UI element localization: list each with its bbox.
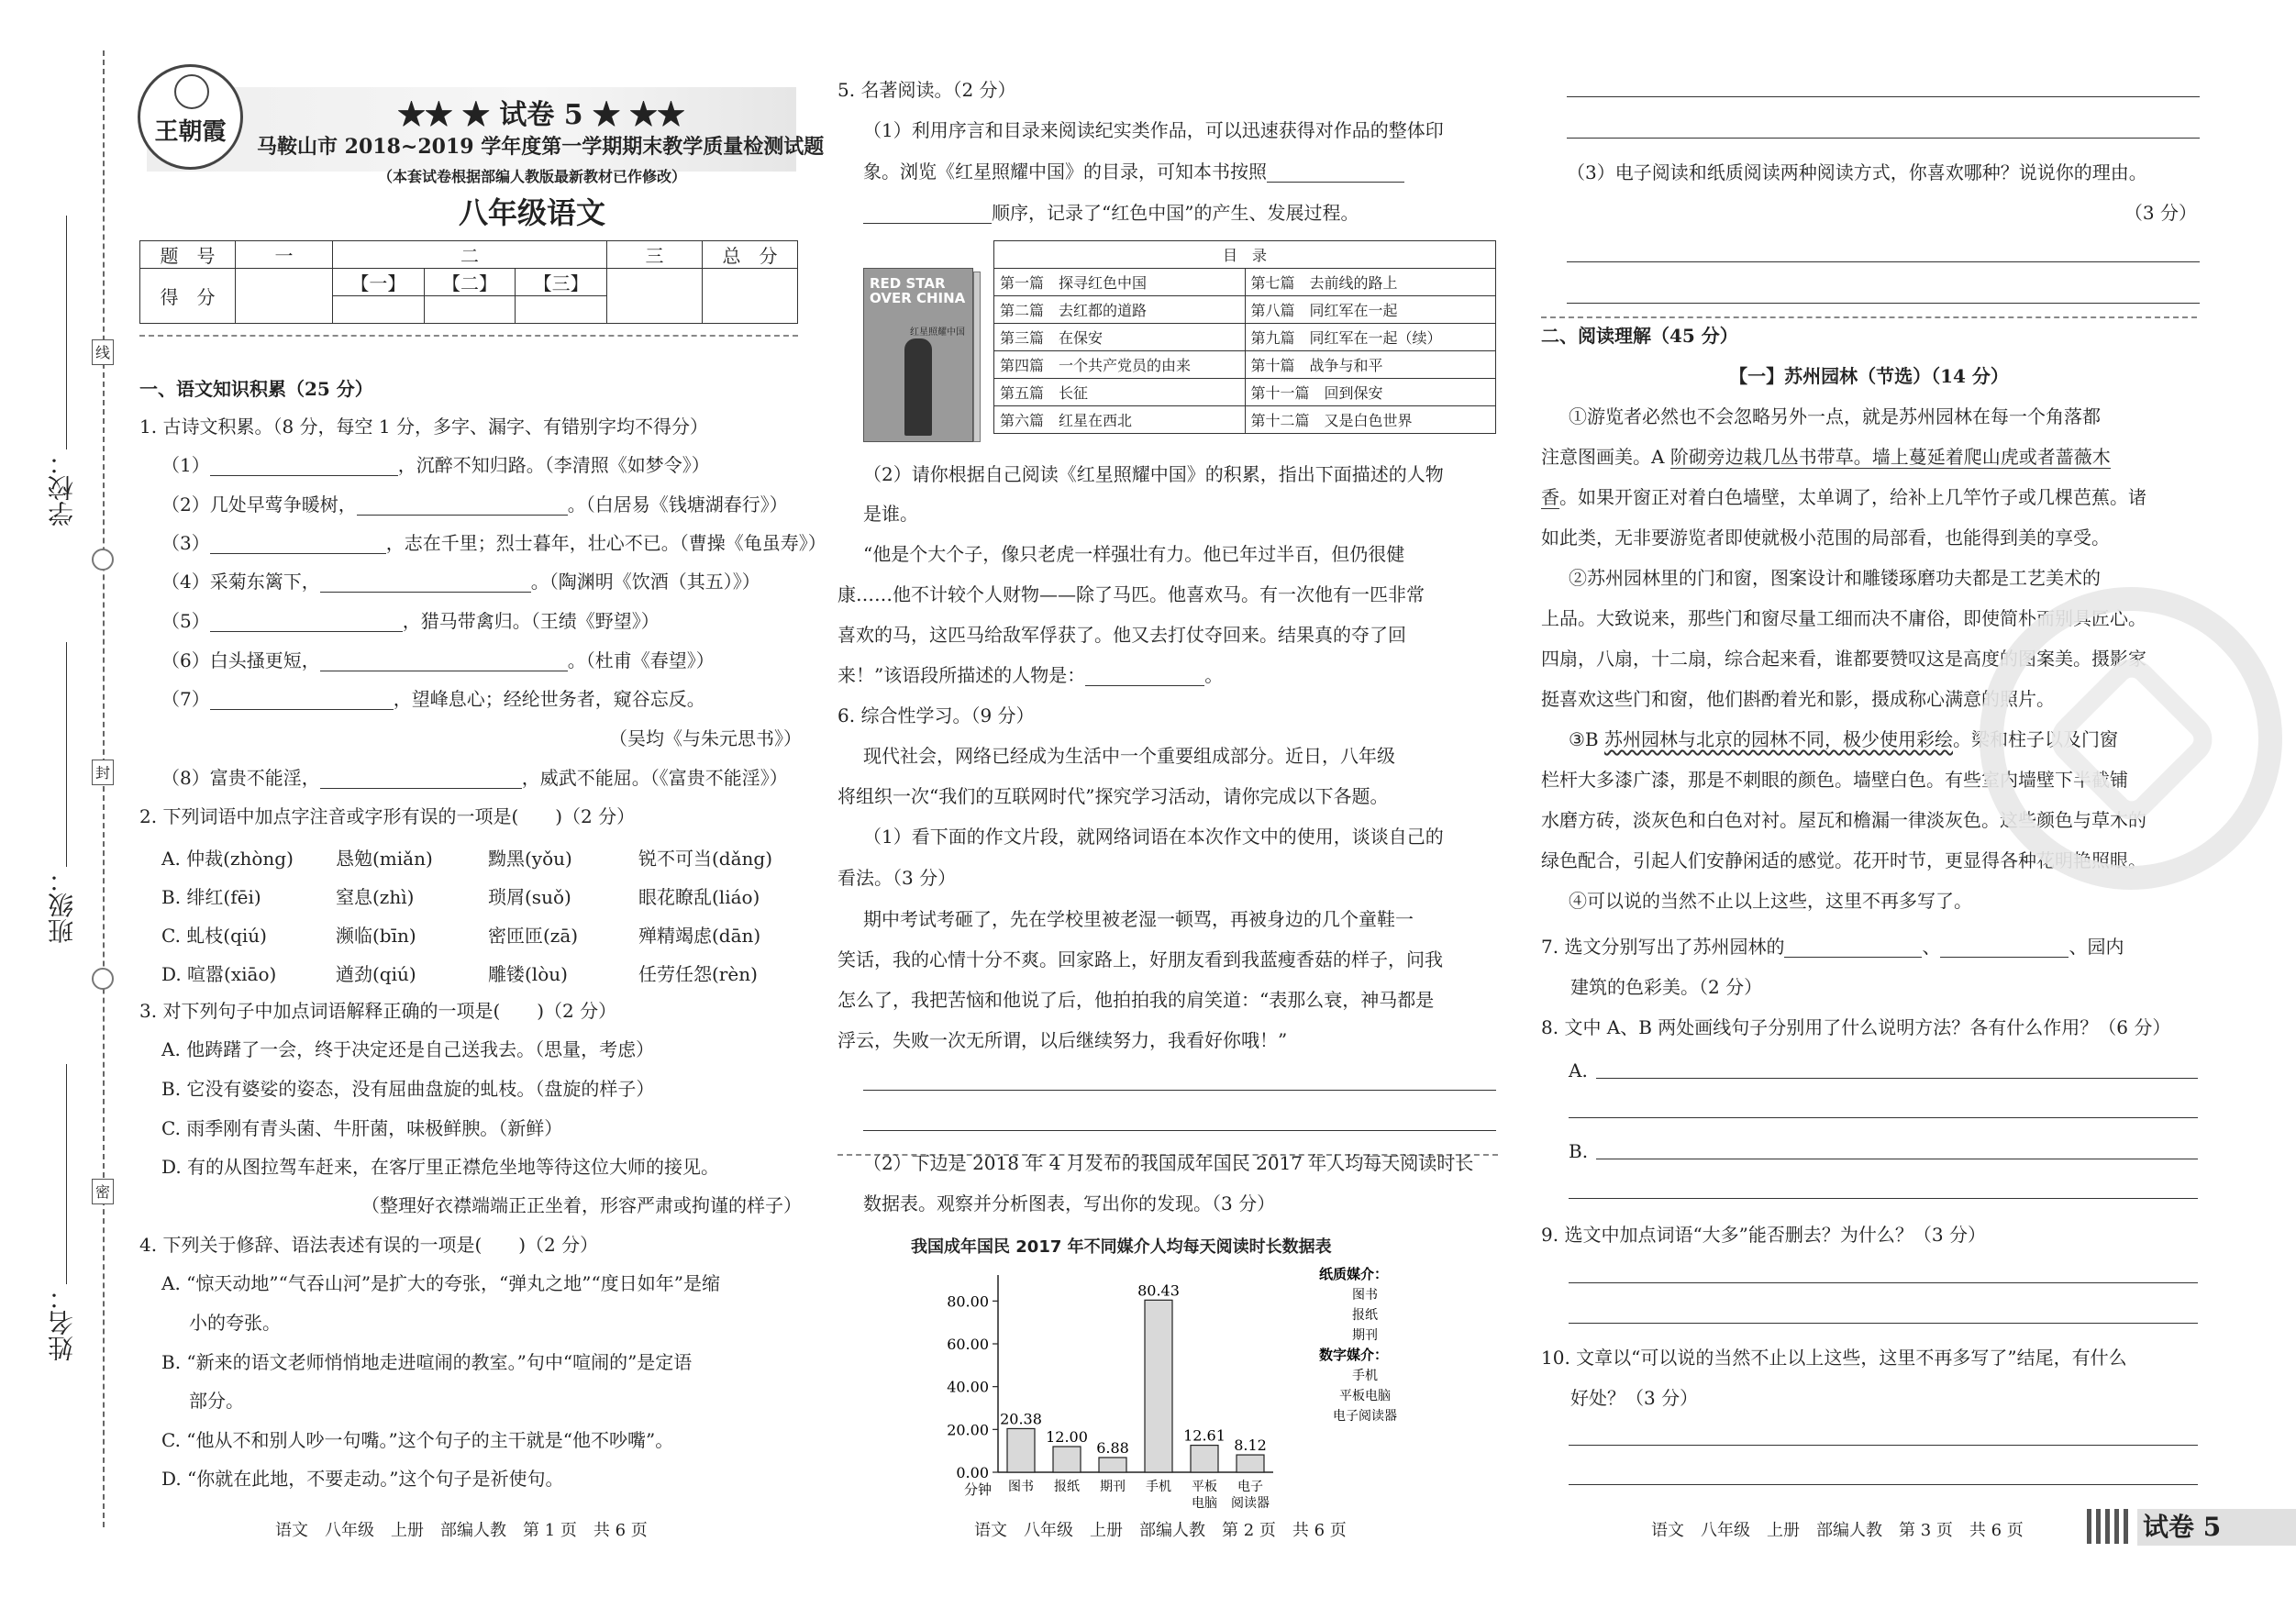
- question-10-cont: 好处？（3 分）: [1570, 1387, 1699, 1409]
- passage-line: ①游览者必然也不会忽略另外一点，就是苏州园林在每一个角落都: [1569, 405, 2101, 427]
- passage-line: 水磨方砖，淡灰色和白色对衬。屋瓦和檐漏一律淡灰色。这些颜色与草木的: [1541, 809, 2146, 831]
- essay-line: 笑话，我的心情十分不爽。回家路上，好朋友看到我蓝瘦香菇的样子，问我: [837, 948, 1443, 970]
- q5-part-1-cont: 象。浏览《红星照耀中国》的目录，可知本书按照: [863, 161, 1404, 183]
- bar-2: [1053, 1447, 1081, 1472]
- answer-line[interactable]: [1567, 96, 2200, 97]
- x-tick-label: 图书: [1008, 1480, 1034, 1494]
- option-c[interactable]: C. 雨季刚有青头菌、牛肝菌，味极鲜腴。（新鲜）: [161, 1117, 563, 1139]
- question-6: 6. 综合性学习。（9 分）: [837, 704, 1035, 726]
- question-10: 10. 文章以“可以说的当然不止以上这些，这里不再多写了”结尾，有什么: [1541, 1347, 2127, 1369]
- q1-item-1: （1） ，沉醉不知归路。（李清照《如梦令》）: [161, 454, 710, 476]
- answer-blank[interactable]: [1085, 668, 1204, 686]
- quote-line: 喜欢的马，这匹马给敌军俘获了。他又去打仗夺回来。结果真的夺了回: [837, 624, 1406, 646]
- x-tick-label: 期刊: [1100, 1480, 1126, 1494]
- answer-line[interactable]: [1569, 1323, 2198, 1324]
- answer-blank[interactable]: [1267, 164, 1404, 183]
- legend-item: 图书: [1352, 1288, 1378, 1303]
- legend-item: 报纸: [1352, 1308, 1378, 1323]
- legend-item: 手机: [1352, 1369, 1378, 1383]
- book-title: RED STAR OVER CHINA: [870, 275, 966, 306]
- toc-item: 第四篇 一个共产党员的由来: [994, 351, 1246, 379]
- chart-title: 我国成年国民 2017 年不同媒介人均每天阅读时长数据表: [911, 1237, 1332, 1257]
- grade-title: 八年级语文: [458, 195, 605, 230]
- x-tick-label-cont: 电脑: [1192, 1496, 1217, 1511]
- class-label: 班级：: [47, 867, 77, 944]
- score-header: 总 分: [703, 241, 798, 269]
- toc-item: 第六篇 红星在西北: [994, 406, 1246, 434]
- option-a[interactable]: A. 他踌躇了一会，终于决定还是自己送我去。（思量，考虑）: [161, 1038, 655, 1060]
- answer-blank[interactable]: [1940, 939, 2069, 958]
- question-2: 2. 下列词语中加点字注音或字形有误的一项是( )（2 分）: [139, 805, 636, 827]
- logo-text: 王朝霞: [154, 118, 227, 146]
- toc-item: 第三篇 在保安: [994, 324, 1246, 351]
- x-tick-label-cont: 阅读器: [1231, 1496, 1270, 1511]
- answer-blank[interactable]: [1784, 939, 1922, 958]
- question-7: 7. 选文分别写出了苏州园林的 、 、园内: [1541, 936, 2124, 958]
- toc-item: 第十篇 战争与和平: [1245, 351, 1496, 379]
- school-field[interactable]: [66, 216, 67, 449]
- question-8: 8. 文中 A、B 两处画线句子分别用了什么说明方法？各有什么作用？（6 分）: [1541, 1016, 2171, 1038]
- page-2: [837, 0, 1498, 1597]
- q6-part-1: （1）看下面的作文片段，就网络词语在本次作文中的使用，谈谈自己的: [863, 826, 1444, 848]
- option-a-cont: 小的夸张。: [189, 1312, 281, 1334]
- exam-badge: ★★ ★ 试卷 5 ★ ★★: [397, 99, 685, 131]
- q1-item-2: （2）几处早莺争暖树， 。（白居易《钱塘湖春行》）: [161, 494, 788, 516]
- toc-title: 目 录: [994, 241, 1496, 269]
- option-d[interactable]: D. “你就在此地，不要走动。”这个句子是祈使句。: [161, 1468, 564, 1490]
- binding-label-xian: 线: [92, 339, 114, 365]
- class-field[interactable]: [66, 642, 67, 867]
- score-sub-header: 【一】: [333, 269, 425, 296]
- q2-options: A. 仲裁(zhòng) 恳勉(miǎn) 黝黑(yǒu) 锐不可当(dǎng) B. 绯红(fēi) 窒息(zhì) 琐屑(suǒ) 眼花瞭乱(liáo) C. 虬枝(qiú) 濒临(bīn) 密匝匝(zā) 殚精竭虑(dān) D. 喧嚣(xiāo) 遒劲(qiú) 雕镂(lòu) 任劳任怨(rèn): [161, 848, 773, 985]
- page-footer: 语文 八年级 上册 部编人教 第 3 页 共 6 页: [1651, 1521, 2024, 1540]
- q6-part-3: （3）电子阅读和纸质阅读两种阅读方式，你喜欢哪种？说说你的理由。: [1567, 161, 2147, 183]
- passage-line: ④可以说的当然不止以上这些，这里不再多写了。: [1569, 890, 1972, 912]
- x-tick-label: 电子: [1237, 1480, 1263, 1494]
- option-a[interactable]: A. “惊天动地”“气吞山河”是扩大的夸张，“弹丸之地”“度日如年”是缩: [161, 1272, 720, 1294]
- divider: [1541, 316, 2197, 318]
- answer-blank[interactable]: [210, 458, 398, 476]
- q5-part-2-cont: 是谁。: [863, 503, 918, 525]
- score-sub-header: 【三】: [516, 269, 607, 296]
- book-title-cn: 红星照耀中国: [910, 327, 965, 338]
- q6-intro: 现代社会，网络已经成为生活中一个重要组成部分。近日，八年级: [863, 745, 1395, 767]
- answer-line[interactable]: [1569, 1117, 2198, 1118]
- essay-line: 浮云，失败一次无所谓，以后继续努力，我看好你哦！”: [837, 1029, 1288, 1051]
- score-header: 二: [333, 241, 607, 269]
- section-heading: 二、阅读理解（45 分）: [1541, 325, 1738, 347]
- quote-line: 康……他不计较个人财物——除了马匹。他喜欢马。有一次他有一匹非常: [837, 583, 1425, 605]
- book-cover: [863, 268, 973, 442]
- bar-4: [1145, 1300, 1172, 1472]
- legend-item: 平板电脑: [1339, 1389, 1391, 1403]
- name-label: 姓名：: [47, 1284, 77, 1361]
- page-footer: 语文 八年级 上册 部编人教 第 2 页 共 6 页: [974, 1521, 1347, 1540]
- toc-item: 第九篇 同红军在一起（续）: [1245, 324, 1496, 351]
- answer-blank[interactable]: [210, 536, 386, 554]
- question-3: 3. 对下列句子中加点词语解释正确的一项是( )（2 分）: [139, 1000, 617, 1022]
- question-1: 1. 古诗文积累。（8 分，每空 1 分，多字、漏字、有错别字均不得分）: [139, 416, 708, 438]
- y-axis-label: 分钟: [963, 1481, 993, 1498]
- bar-value-label: 12.61: [1183, 1426, 1226, 1445]
- q6-part-2-cont: 数据表。观察并分析图表，写出你的发现。（3 分）: [863, 1192, 1276, 1214]
- essay-line: 怎么了，我把苦恼和他说了后，他拍拍我的肩笑道：“表那么衰，神马都是: [837, 989, 1435, 1011]
- toc-item: 第七篇 去前线的路上: [1245, 269, 1496, 296]
- y-tick-label: 80.00: [947, 1292, 989, 1311]
- option-d-note: （整理好衣襟端端正正坐着，形容严肃或拘谨的样子）: [361, 1194, 802, 1216]
- answer-line[interactable]: [1567, 303, 2200, 304]
- score-sub-header: 【二】: [424, 269, 516, 296]
- y-tick-label: 0.00: [956, 1464, 989, 1481]
- bar-3: [1099, 1458, 1126, 1472]
- toc-table: [993, 240, 1496, 434]
- quote-line: “他是个大个子，像只老虎一样强壮有力。他已年过半百，但仍很健: [863, 543, 1405, 565]
- question-9: 9. 选文中加点词语“大多”能否删去？为什么？（3 分）: [1541, 1224, 1986, 1246]
- exam-subtitle: （本套试卷根据部编人教版最新教材已作修改）: [377, 168, 686, 185]
- q5-part-1-cont: 顺序，记录了“红色中国”的产生、发展过程。: [863, 202, 1359, 224]
- q1-item-6: （6）白头搔更短， 。（杜甫《春望》）: [161, 649, 715, 671]
- passage-line: 栏杆大多漆广漆，那是不刺眼的颜色。墙壁白色。有些室内墙壁下半截铺: [1541, 769, 2128, 791]
- passage-line: 如此类，无非要游览者即使就极小范围的局部看，也能得到美的享受。: [1541, 527, 2110, 549]
- q1-item-8: （8）富贵不能淫， ，威武不能屈。（《富贵不能淫》）: [161, 767, 788, 789]
- page-1: [139, 0, 826, 1597]
- bar-5: [1191, 1446, 1218, 1472]
- question-5: 5. 名著阅读。（2 分）: [837, 79, 1016, 101]
- q1-item-4: （4）采菊东篱下， 。（陶渊明《饮酒（其五）》）: [161, 571, 760, 593]
- x-tick-label: 报纸: [1054, 1480, 1080, 1494]
- q8-label-b: B.: [1569, 1140, 1589, 1162]
- essay-line: 期中考试考砸了，先在学校里被老湿一顿骂，再被身边的几个童鞋一: [863, 908, 1414, 930]
- question-7-cont: 建筑的色彩美。（2 分）: [1570, 976, 1763, 998]
- binding-line: [103, 50, 105, 1527]
- binding-hole-icon: [92, 549, 114, 571]
- option-b-cont: 部分。: [189, 1390, 244, 1412]
- answer-blank[interactable]: [357, 497, 568, 516]
- passage-line: ③B 苏州园林与北京的园林不同，极少使用彩绘。梁和柱子以及门窗: [1569, 728, 2118, 750]
- bar-6: [1237, 1455, 1264, 1472]
- y-tick-label: 60.00: [947, 1336, 989, 1353]
- bar-value-label: 80.43: [1137, 1281, 1180, 1300]
- question-4: 4. 下列关于修辞、语法表述有误的一项是( )（2 分）: [139, 1234, 599, 1256]
- passage-line: 上品。大致说来，那些门和窗尽量工细而决不庸俗，即使简朴而别具匠心。: [1541, 607, 2146, 629]
- answer-blank[interactable]: [320, 653, 568, 671]
- passage-line: 香。如果开窗正对着白色墙壁，太单调了，给补上几竿竹子或几棵芭蕉。诸: [1541, 486, 2146, 508]
- q1-item-5: （5） ，猎马带禽归。（王绩《野望》）: [161, 610, 660, 632]
- x-tick-label: 手机: [1146, 1480, 1171, 1494]
- footer-decoration: [2087, 1509, 2133, 1544]
- y-tick-label: 20.00: [947, 1421, 989, 1439]
- option-b[interactable]: B. 它没有婆娑的姿态，没有屈曲盘旋的虬枝。（盘旋的样子）: [161, 1078, 655, 1100]
- binding-label-feng: 封: [92, 760, 114, 785]
- q5-part-1: （1）利用序言和目录来阅读纪实类作品，可以迅速获得对作品的整体印: [863, 119, 1444, 141]
- passage-line: 注意图画美。A 阶砌旁边栽几丛书带草。墙上蔓延着爬山虎或者蔷薇木: [1541, 446, 2111, 468]
- toc-item: 第十二篇 又是白色世界: [1245, 406, 1496, 434]
- toc-item: 第二篇 去红都的道路: [994, 296, 1246, 324]
- score-header: 题 号: [140, 241, 236, 269]
- answer-blank[interactable]: [863, 205, 992, 224]
- answer-line[interactable]: [1569, 1282, 2198, 1283]
- section-heading: 一、语文知识积累（25 分）: [139, 378, 373, 400]
- watermark-inner: [2041, 649, 2223, 830]
- school-label: 学校：: [47, 449, 77, 527]
- name-field[interactable]: [66, 1064, 67, 1284]
- reading-time-chart: [925, 1266, 1475, 1511]
- toc-item: 第八篇 同红军在一起: [1245, 296, 1496, 324]
- answer-line[interactable]: [1569, 1445, 2198, 1446]
- reading-title: 【一】苏州园林（节选）（14 分）: [1729, 365, 2009, 387]
- toc-item: 第五篇 长征: [994, 379, 1246, 406]
- book-figure: [904, 338, 932, 436]
- passage-line: 绿色配合，引起人们安静闲适的感觉。花开时节，更显得各种花明艳照眼。: [1541, 849, 2146, 871]
- answer-line[interactable]: [863, 1090, 1496, 1091]
- q1-item-7: （7） ，望峰息心；经纶世务者，窥谷忘反。: [161, 688, 705, 710]
- score-header: 三: [607, 241, 703, 269]
- y-tick-label: 40.00: [947, 1378, 989, 1396]
- q6-part-3-score: （3 分）: [2124, 202, 2197, 224]
- legend-heading: 纸质媒介：: [1319, 1266, 1389, 1282]
- binding-hole-icon: [92, 968, 114, 990]
- underlined-sentence-a: 阶砌旁边栽几丛书带草。墙上蔓延着爬山虎或者蔷薇木: [1669, 446, 2111, 468]
- quote-line: 来！”该语段所描述的人物是： 。: [837, 664, 1224, 686]
- legend-heading: 数字媒介：: [1319, 1347, 1389, 1363]
- answer-line[interactable]: [1567, 138, 2200, 139]
- footer-badge: 试卷 5: [2137, 1509, 2296, 1546]
- passage-line: 四扇，八扇，十二扇，综合起来看，谁都要赞叹这是高度的图案美。摄影家: [1541, 648, 2146, 670]
- q6-part-1-cont: 看法。（3 分）: [837, 867, 957, 889]
- q6-intro-cont: 将组织一次“我们的互联网时代”探究学习活动，请你完成以下各题。: [837, 785, 1389, 807]
- q8-label-a: A.: [1569, 1059, 1588, 1081]
- answer-blank[interactable]: [320, 771, 522, 789]
- exam-title: 马鞍山市 2018~2019 学年度第一学期期末教学质量检测试题: [257, 135, 825, 159]
- legend-item: 期刊: [1352, 1328, 1378, 1343]
- answer-line[interactable]: [1596, 1078, 2198, 1079]
- underlined-sentence-b: 苏州园林与北京的园林不同，极少使用彩绘: [1603, 728, 1953, 750]
- legend-item: 电子阅读器: [1333, 1409, 1397, 1424]
- page-footer: 语文 八年级 上册 部编人教 第 1 页 共 6 页: [275, 1521, 648, 1540]
- book-spine: [973, 272, 981, 442]
- score-row-label: 得 分: [140, 269, 236, 324]
- bar-value-label: 12.00: [1046, 1428, 1088, 1446]
- option-c[interactable]: C. “他从不和别人吵一句嘴。”这个句子的主干就是“他不吵嘴”。: [161, 1429, 674, 1451]
- answer-line[interactable]: [1569, 1198, 2198, 1199]
- q6-part-2: （2）下边是 2018 年 4 月发布的我国成年国民 2017 年人均每天阅读时长: [863, 1152, 1474, 1174]
- answer-line[interactable]: [863, 1130, 1496, 1131]
- answer-line[interactable]: [1569, 1484, 2198, 1485]
- answer-blank[interactable]: [210, 614, 403, 632]
- passage-line: ②苏州园林里的门和窗，图案设计和雕镂琢磨功夫都是工艺美术的: [1569, 567, 2101, 589]
- option-d[interactable]: D. 有的从图拉驾车赶来，在客厅里正襟危坐地等待这位大师的接见。: [161, 1156, 720, 1178]
- bar-1: [1007, 1428, 1035, 1472]
- bar-value-label: 20.38: [1000, 1410, 1042, 1428]
- q1-item-3: （3） ，志在千里；烈士暮年，壮心不已。（曹操《龟虽寿》）: [161, 532, 826, 554]
- x-tick-label: 平板: [1192, 1480, 1217, 1494]
- bar-value-label: 6.88: [1096, 1438, 1129, 1457]
- passage-line: 挺喜欢这些门和窗，他们斟酌着光和影，摄成称心满意的照片。: [1541, 688, 2055, 710]
- score-header: 一: [236, 241, 333, 269]
- toc-item: 第十一篇 回到保安: [1245, 379, 1496, 406]
- option-b[interactable]: B. “新来的语文老师悄悄地走进喧闹的教室。”句中“喧闹的”是定语: [161, 1351, 693, 1373]
- answer-line[interactable]: [1567, 261, 2200, 262]
- q5-part-2: （2）请你根据自己阅读《红星照耀中国》的积累，指出下面描述的人物: [863, 463, 1444, 485]
- answer-blank[interactable]: [320, 574, 531, 593]
- bar-value-label: 8.12: [1234, 1436, 1267, 1455]
- answer-blank[interactable]: [210, 692, 394, 710]
- q1-item-7-source: （吴均《与朱元思书》）: [609, 727, 802, 749]
- watermark-seal-icon: [1980, 587, 2282, 890]
- toc-item: 第一篇 探寻红色中国: [994, 269, 1246, 296]
- binding-label-mi: 密: [92, 1179, 114, 1204]
